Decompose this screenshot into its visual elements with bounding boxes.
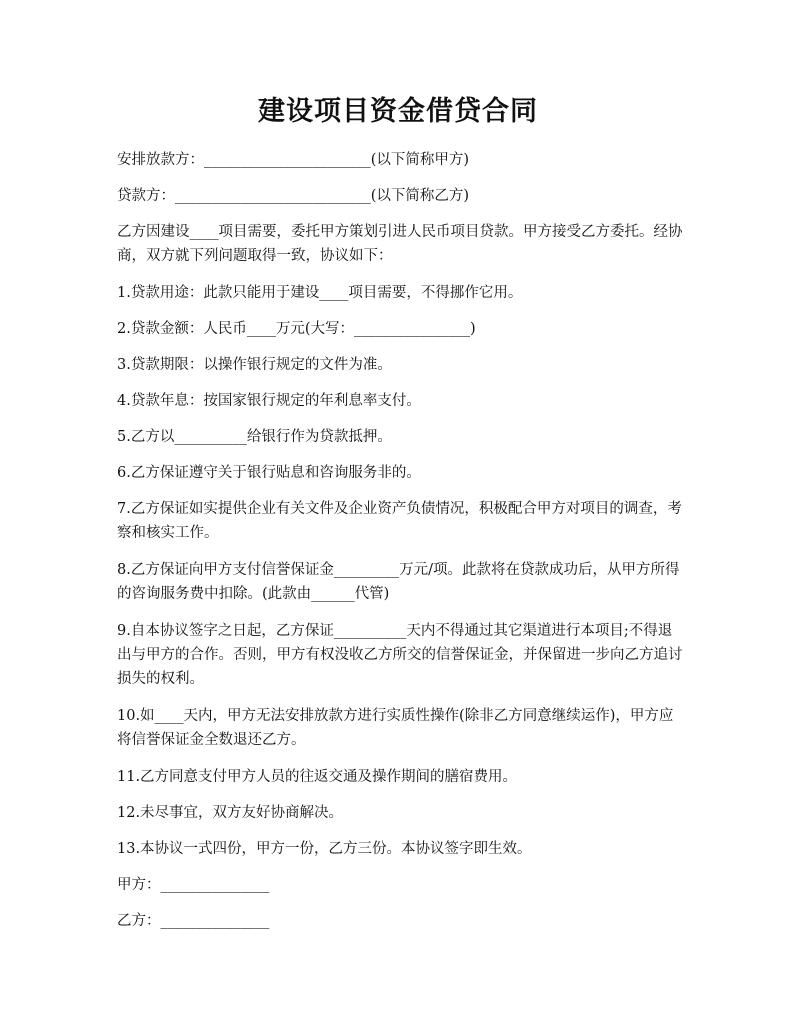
lender-arranger-line: 安排放款方：_______________________(以下简称甲方)	[117, 152, 470, 168]
clause-11: 11.乙方同意支付甲方人员的往返交通及操作期间的膳宿费用。	[117, 769, 518, 785]
clause-4: 4.贷款年息：按国家银行规定的年利息率支付。	[117, 393, 421, 409]
clause-13: 13.本协议一式四份，甲方一份，乙方三份。本协议签字即生效。	[117, 841, 532, 857]
clause-6: 6.乙方保证遵守关于银行贴息和咨询服务非的。	[117, 465, 421, 481]
preamble-paragraph: 乙方因建设____项目需要，委托甲方策划引进人民币项目贷款。甲方接受乙方委托。经协商，双方就下列问题取得一致，协议如下：	[117, 224, 683, 264]
clause-5: 5.乙方以__________给银行作为贷款抵押。	[117, 429, 392, 445]
clause-2: 2.贷款金额：人民币____万元(大写：________________)	[117, 321, 476, 337]
clause-10: 10.如____天内，甲方无法安排放款方进行实质性操作(除非乙方同意继续运作)，甲方应将信誉保证金全数退还乙方。	[117, 708, 674, 748]
clause-8: 8.乙方保证向甲方支付信誉保证金_________万元/项。此款将在贷款成功后，从甲方所得的咨询服务费中扣除。(此款由______代管)	[117, 562, 680, 602]
clause-1: 1.贷款用途：此款只能用于建设____项目需要，不得挪作它用。	[117, 285, 523, 301]
clause-7: 7.乙方保证如实提供企业有关文件及企业资产负债情况，积极配合甲方对项目的调查，考察和核实工作。	[117, 501, 682, 541]
party-a-signature-line: 甲方：_______________	[117, 877, 270, 893]
document-title: 建设项目资金借贷合同	[258, 96, 538, 127]
clause-12: 12.未尽事宜，双方友好协商解决。	[117, 805, 344, 821]
borrower-line: 贷款方：___________________________(以下简称乙方)	[117, 188, 470, 204]
clause-3: 3.贷款期限：以操作银行规定的文件为准。	[117, 357, 392, 373]
clause-9: 9.自本协议签字之日起，乙方保证__________天内不得通过其它渠道进行本项目;不得退出与甲方的合作。否则，甲方有权没收乙方所交的信誉保证金，并保留进一步向乙方追讨损失的权利。	[117, 623, 683, 687]
document-body	[117, 148, 685, 945]
party-b-signature-line: 乙方：_______________	[117, 913, 270, 929]
